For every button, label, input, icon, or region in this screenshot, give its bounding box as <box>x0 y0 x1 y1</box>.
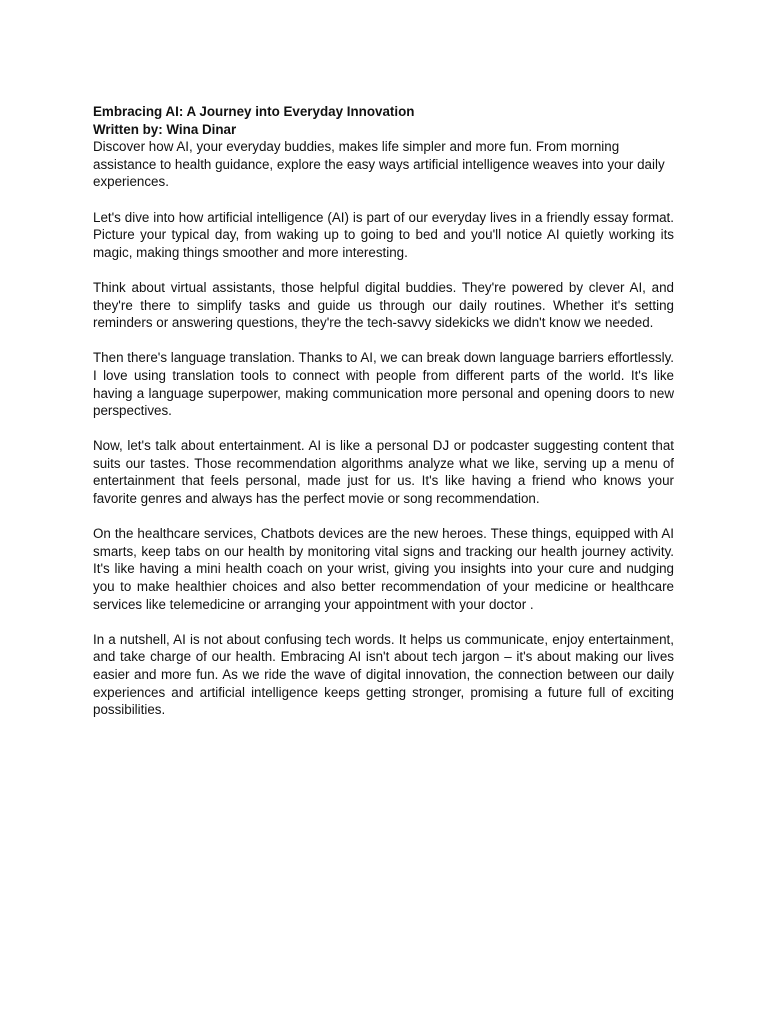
document-body <box>93 103 674 719</box>
document-author: Written by: Wina Dinar <box>93 121 237 137</box>
paragraph: On the healthcare services, Chatbots devices are the new heroes. These things, equipped with AI smarts, keep tabs on our health by monitoring vital signs and tracking our health journey activity. It's like having a mini health coach on your wrist, giving you insights into your cure and nudging you to make healthier choices and also better recommendation of your medicine or healthcare services like telemedicine or arranging your appointment with your doctor . <box>93 526 674 612</box>
paragraph: Then there's language translation. Thanks to AI, we can break down language barriers effortlessly. I love using translation tools to connect with people from different parts of the world. It's like having a language superpower, making communication more personal and opening doors to new perspectives. <box>93 350 674 419</box>
paragraph: Now, let's talk about entertainment. AI is like a personal DJ or podcaster suggesting content that suits our tastes. Those recommendation algorithms analyze what we like, serving up a menu of entertainment that feels personal, made just for us. It's like having a friend who knows your favorite genres and always has the perfect movie or song recommendation. <box>93 438 674 507</box>
document-title: Embracing AI: A Journey into Everyday Innovation <box>93 104 415 119</box>
paragraph: Let's dive into how artificial intelligence (AI) is part of our everyday lives in a friendly essay format. Picture your typical day, from waking up to going to bed and you'll notice AI quietly working its magic, making things smoother and more interesting. <box>93 209 674 260</box>
paragraph-spacer <box>93 613 674 631</box>
paragraph-spacer <box>93 332 674 350</box>
paragraph: Think about virtual assistants, those helpful digital buddies. They're powered by clever AI, and they're there to simplify tasks and guide us through our daily routines. Whether it's setting reminders or answering questions, they're the tech-savvy sidekicks we didn't know we needed. <box>93 279 674 331</box>
paragraph-spacer <box>93 191 674 209</box>
paragraph-spacer <box>93 261 674 279</box>
paragraph: In a nutshell, AI is not about confusing tech words. It helps us communicate, enjoy entertainment, and take charge of our health. Embracing AI isn't about tech jargon – it's about making our lives easier and more fun. As we ride the wave of digital innovation, the connection between our daily experiences and artificial intelligence keeps getting stronger, promising a future full of exciting possibilities. <box>93 631 674 718</box>
paragraph-spacer <box>93 508 674 526</box>
document-intro: Discover how AI, your everyday buddies, makes life simpler and more fun. From morning assistance to health guidance, explore the easy ways artificial intelligence weaves into your daily experiences. <box>93 139 665 190</box>
paragraph-spacer <box>93 420 674 438</box>
